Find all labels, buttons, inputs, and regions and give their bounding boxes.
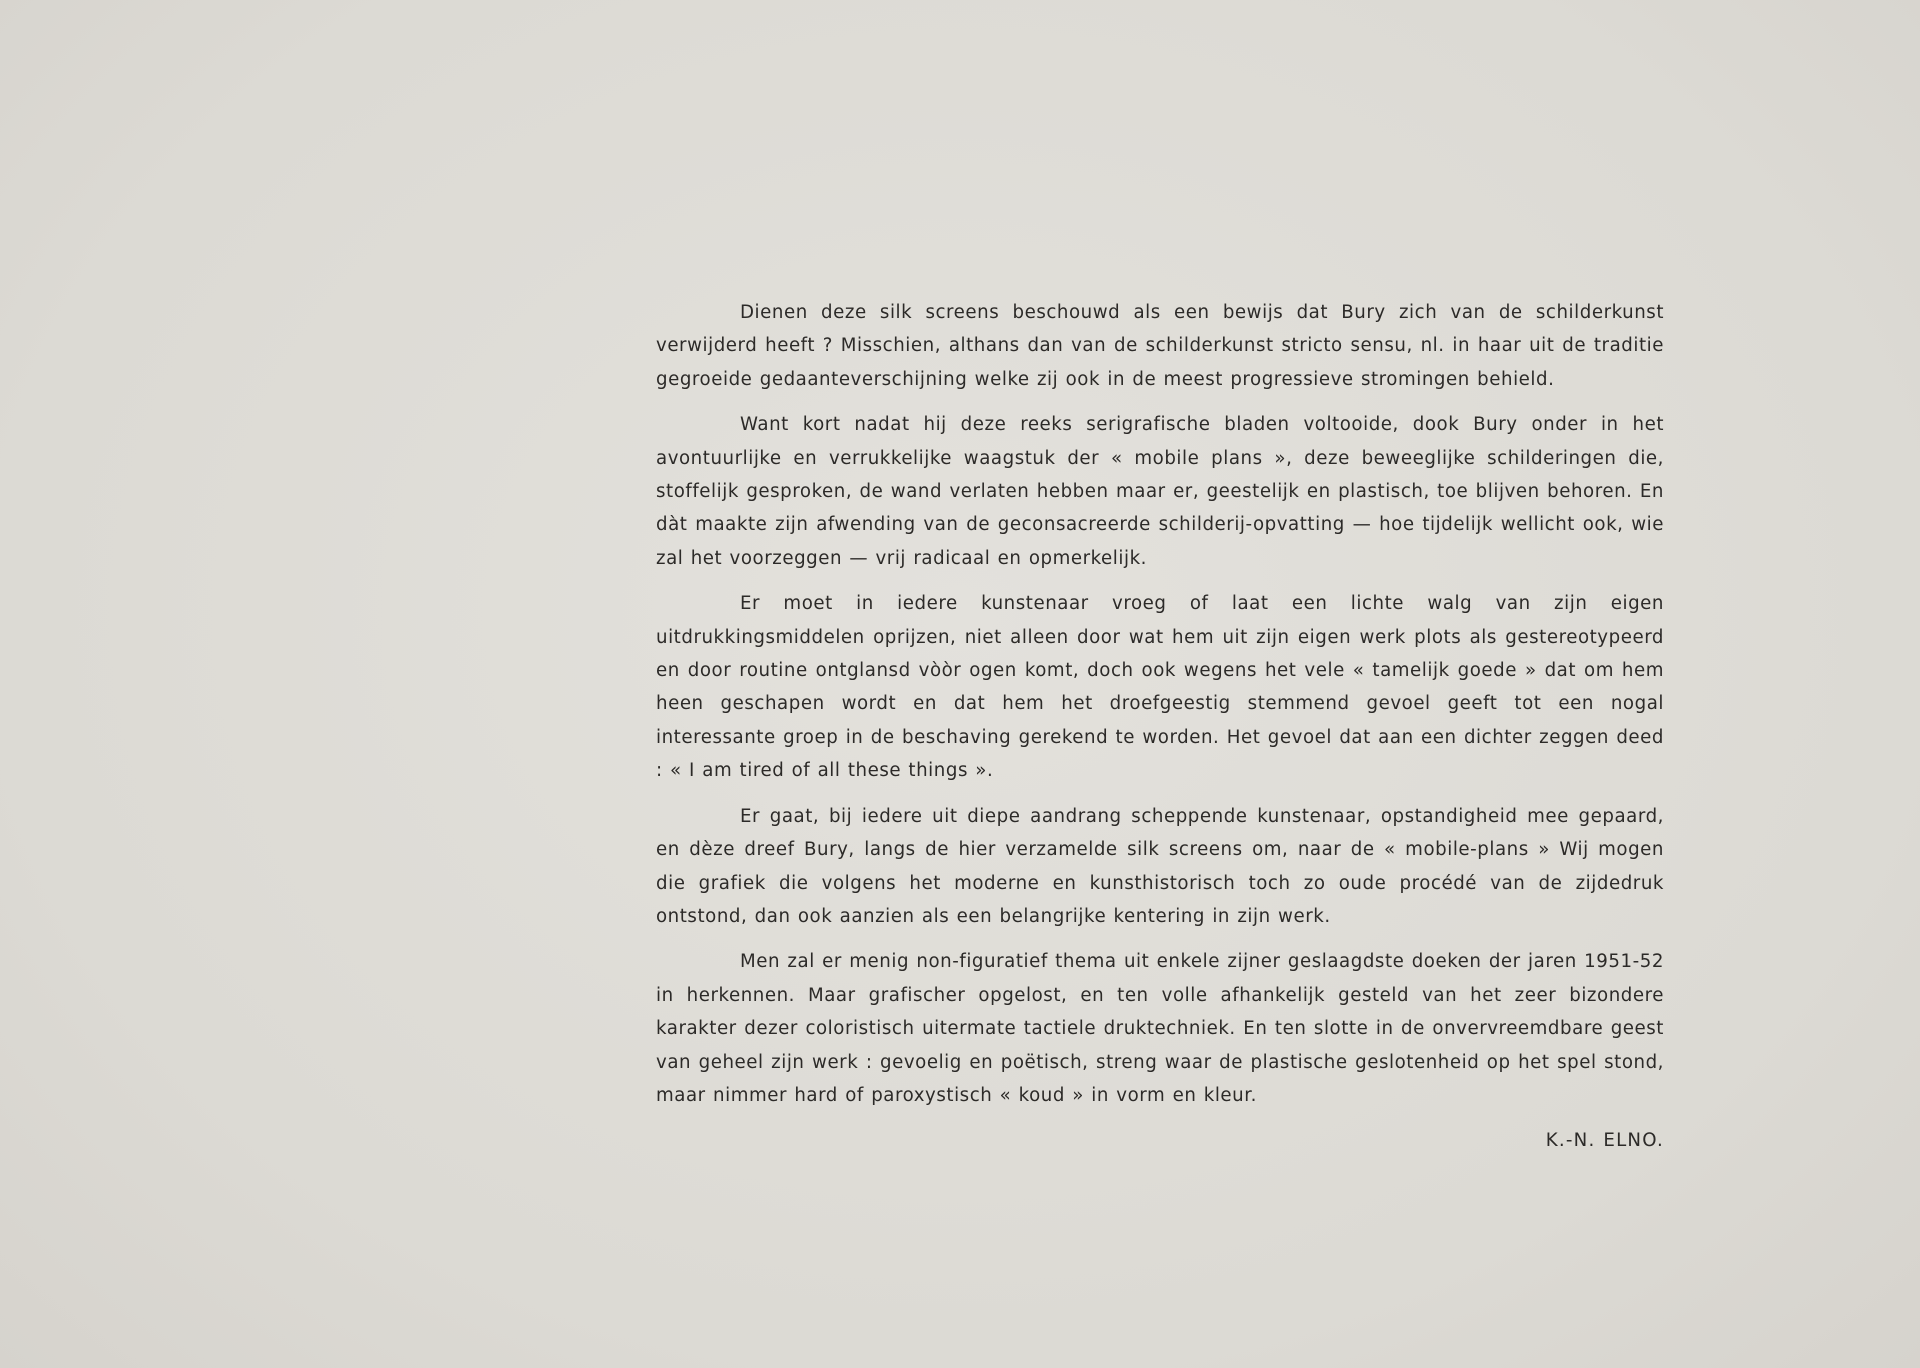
essay-text-block [656, 296, 1664, 1157]
author-signature: K.-N. ELNO. [1545, 1130, 1664, 1152]
paragraph-3: Er moet in iedere kunstenaar vroeg of laat een lichte walg van zijn eigen uitdrukkingsmiddelen oprijzen, niet alleen door wat hem uit zijn eigen werk plots als gestereotypeerd en door routine ontglansd vòòr ogen komt, doch ook wegens het vele « tamelijk goede » dat om hem heen geschapen wordt en dat hem het droefgeestig stemmend gevoel geeft tot een nogal interessante groep in de beschaving gerekend te worden. Het gevoel dat aan een dichter zeggen deed : « I am tired of all these things ». [656, 593, 1664, 782]
paragraph-4: Er gaat, bij iedere uit diepe aandrang scheppende kunstenaar, opstandigheid mee gepaard, en dèze dreef Bury, langs de hier verzamelde silk screens om, naar de « mobile-plans » Wij mogen die grafiek die volgens het moderne en kunsthistorisch toch zo oude procédé van de zijdedruk ontstond, dan ook aanzien als een belangrijke kentering in zijn werk. [656, 805, 1664, 927]
paragraph-1: Dienen deze silk screens beschouwd als een bewijs dat Bury zich van de schilderkunst verwijderd heeft ? Misschien, althans dan van de schilderkunst stricto sensu, nl. in haar uit de traditie gegroeide gedaanteverschijning welke zij ook in de meest progressieve stromingen behield. [656, 302, 1664, 390]
paragraph-5: Men zal er menig non-figuratief thema uit enkele zijner geslaagdste doeken der jaren 1951-52 in herkennen. Maar grafischer opgelost, en ten volle afhankelijk gesteld van het zeer bizondere karakter dezer coloristisch uitermate tactiele druktechniek. En ten slotte in de onvervreemdbare geest van geheel zijn werk : gevoelig en poëtisch, streng waar de plastische geslotenheid op het spel stond, maar nimmer hard of paroxystisch « koud » in vorm en kleur. [656, 951, 1664, 1106]
paragraph-2: Want kort nadat hij deze reeks serigrafische bladen voltooide, dook Bury onder in het avontuurlijke en verrukkelijke waagstuk der « mobile plans », deze beweeglijke schilderingen die, stoffelijk gesproken, de wand verlaten hebben maar er, geestelijk en plastisch, toe blijven behoren. En dàt maakte zijn afwending van de geconsacreerde schilderij-opvatting — hoe tijdelijk wellicht ook, wie zal het voorzeggen — vrij radicaal en opmerkelijk. [656, 414, 1664, 569]
